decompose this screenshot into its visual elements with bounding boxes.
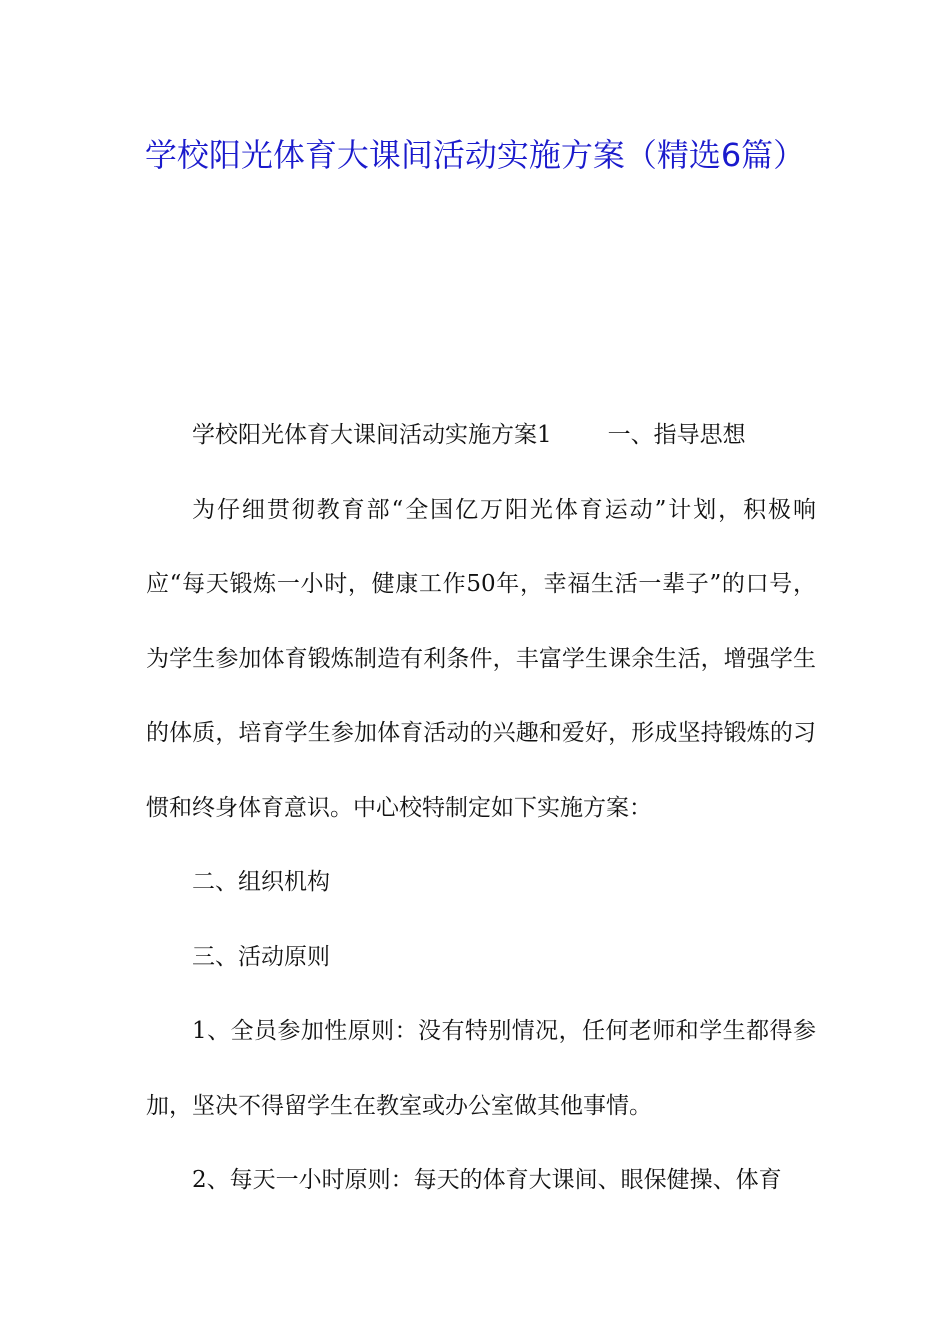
document-title: 学校阳光体育大课间活动实施方案（精选6篇） — [144, 136, 806, 174]
document-body — [146, 398, 816, 1218]
paragraph-heading — [146, 398, 816, 473]
plan-heading: 学校阳光体育大课间活动实施方案1 — [192, 422, 552, 448]
section-guiding-ideology: 一、指导思想 — [607, 422, 746, 448]
section-principles: 三、活动原则 — [192, 943, 330, 970]
paragraph-intro: 为仔细贯彻教育部“全国亿万阳光体育运动”计划，积极响应“每天锻炼一小时，健康工作50年，幸福生活一辈子”的口号，为学生参加体育锻炼制造有利条件，丰富学生课余生活，增强学生的体质，培育学生参加体育活动的兴趣和爱好，形成坚持锻炼的习惯和终身体育意识。中心校特制定如下实施方案： — [146, 496, 816, 821]
paragraph-principle-1: 1、全员参加性原则：没有特别情况，任何老师和学生都得参加，坚决不得留学生在教室或办公室做其他事情。 — [146, 1018, 816, 1119]
paragraph-principle-2: 2、每天一小时原则：每天的体育大课间、眼保健操、体育 — [192, 1167, 782, 1193]
section-organization: 二、组织机构 — [192, 869, 330, 895]
